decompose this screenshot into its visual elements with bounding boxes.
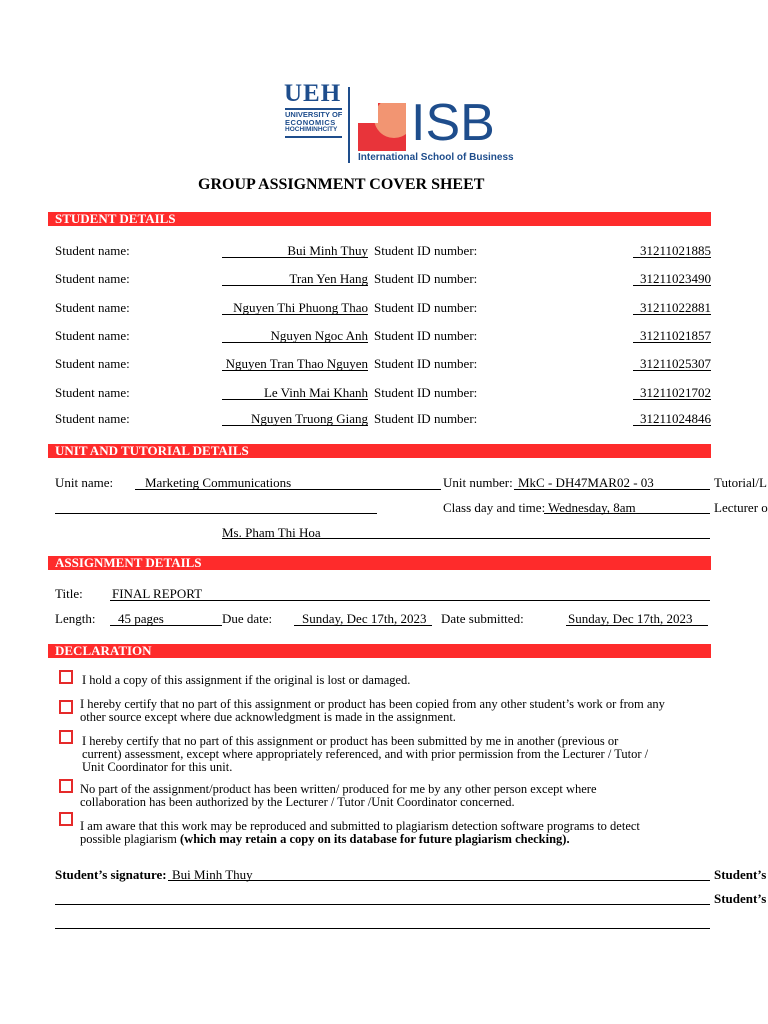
declaration-checkbox-1[interactable]	[59, 670, 73, 684]
date-submitted-value: Sunday, Dec 17th, 2023	[568, 611, 693, 626]
assignment-details-heading: ASSIGNMENT DETAILS	[55, 555, 202, 570]
student-id-value: 31211025307	[639, 356, 711, 371]
page-title: GROUP ASSIGNMENT COVER SHEET	[198, 176, 485, 193]
class-day-value: Wednesday, 8am	[548, 500, 636, 515]
student-name-value: Tran Yen Hang	[289, 271, 368, 286]
signature-line-1	[168, 880, 710, 881]
student-name-value: Bui Minh Thuy	[287, 243, 368, 258]
student-id-line	[633, 342, 711, 343]
student-name-line	[222, 370, 368, 371]
declaration-item-2	[80, 698, 665, 724]
ueh-abbr: UEH	[284, 80, 342, 107]
student-name-value: Nguyen Thi Phuong Thao	[233, 300, 368, 315]
declaration-item-4-line2: collaboration has been authorized by the Lecturer / Tutor /Unit Coordinator concerned.	[80, 795, 515, 809]
title-line	[110, 600, 710, 601]
unit-blank-line	[55, 513, 377, 514]
student-name-line	[222, 314, 368, 315]
declaration-checkbox-2[interactable]	[59, 700, 73, 714]
student-id-value: 31211023490	[639, 271, 711, 286]
class-day-label: Class day and time:	[443, 500, 546, 515]
lecturer-name: Ms. Pham Thi Hoa	[222, 525, 321, 540]
student-name-label: Student name:	[55, 300, 130, 315]
student-name-value: Le Vinh Mai Khanh	[263, 385, 368, 400]
declaration-item-1	[82, 674, 410, 687]
isb-logo-mark	[358, 103, 406, 151]
student-id-line	[633, 399, 711, 400]
student-name-value: Nguyen Ngoc Anh	[270, 328, 368, 343]
declaration-checkbox-3[interactable]	[59, 730, 73, 744]
declaration-header	[48, 644, 711, 658]
declaration-checkbox-5[interactable]	[59, 812, 73, 826]
title-value: FINAL REPORT	[112, 586, 203, 601]
unit-number-label: Unit number:	[443, 475, 513, 490]
length-line	[110, 625, 222, 626]
student-id-value: 31211021702	[639, 385, 711, 400]
student-id-line	[633, 257, 711, 258]
student-id-line	[633, 425, 711, 426]
lecturer-line	[222, 538, 710, 539]
student-name-value: Nguyen Tran Thao Nguyen	[225, 356, 368, 371]
isb-full-name: International School of Business	[358, 152, 514, 163]
declaration-item-3-line2: current) assessment, except where appropriately referenced, and with prior permission from the Lecturer / Tutor /	[82, 747, 649, 761]
student-name-label: Student name:	[55, 356, 130, 371]
ueh-underline-2	[285, 136, 342, 138]
declaration-item-4-line1: No part of the assignment/product has been written/ produced for me by any other person except where	[80, 782, 597, 796]
student-name-line	[222, 425, 368, 426]
student-name-label: Student name:	[55, 385, 130, 400]
ueh-logo	[284, 80, 346, 144]
student-name-line	[222, 342, 368, 343]
student-id-label: Student ID number:	[374, 356, 478, 371]
due-date-value: Sunday, Dec 17th, 2023	[302, 611, 427, 626]
student-details-header	[48, 212, 711, 226]
logo-divider	[348, 87, 350, 163]
student-id-line	[633, 370, 711, 371]
ueh-line1: UNIVERSITY OF	[285, 110, 343, 119]
ueh-line3: HOCHIMINHCITY	[285, 126, 338, 133]
title-label: Title:	[55, 586, 83, 601]
student-name-value: Nguyen Truong Giang	[250, 411, 368, 426]
student-name-label: Student name:	[55, 271, 130, 286]
isb-mark-icon	[358, 103, 406, 151]
isb-abbr: ISB	[411, 94, 495, 152]
lecturer-label: Lecturer o	[714, 500, 768, 515]
declaration-item-3-line1: I hereby certify that no part of this assignment or product has been submitted by me in another (previous or	[82, 734, 619, 748]
student-id-value: 31211021885	[639, 243, 711, 258]
student-id-value: 31211024846	[639, 411, 711, 426]
declaration-item-2-line2: other source except where due acknowledgment is made in the assignment.	[80, 710, 456, 724]
unit-name-line	[135, 489, 441, 490]
student-name-label: Student name:	[55, 243, 130, 258]
declaration-item-5-line2-bold: (which may retain a copy on its database for future plagiarism checking).	[180, 832, 570, 846]
declaration-item-5-line1: I am aware that this work may be reproduced and submitted to plagiarism detection software programs to detect	[80, 819, 640, 833]
student-id-value: 31211022881	[639, 300, 711, 315]
due-date-label: Due date:	[222, 611, 273, 626]
unit-name-value: Marketing Communications	[145, 475, 292, 490]
unit-details-heading: UNIT AND TUTORIAL DETAILS	[55, 443, 249, 458]
class-day-line	[544, 513, 710, 514]
unit-number-value: MkC - DH47MAR02 - 03	[518, 475, 654, 490]
declaration-item-3-line3: Unit Coordinator for this unit.	[82, 760, 233, 774]
tutorial-label: Tutorial/L	[714, 475, 767, 490]
student-id-line	[633, 285, 711, 286]
student-id-label: Student ID number:	[374, 328, 478, 343]
student-id-value: 31211021857	[639, 328, 711, 343]
student-details-heading: STUDENT DETAILS	[55, 211, 176, 226]
declaration-checkbox-4[interactable]	[59, 779, 73, 793]
declaration-item-5-line2-text: possible plagiarism	[80, 832, 177, 846]
student-id-label: Student ID number:	[374, 243, 478, 258]
student-id-label: Student ID number:	[374, 411, 478, 426]
date-submitted-line	[566, 625, 708, 626]
student-name-line	[222, 257, 368, 258]
declaration-item-3	[82, 735, 648, 774]
student-id-label: Student ID number:	[374, 300, 478, 315]
unit-details-header	[48, 444, 711, 458]
ueh-line2: ECONOMICS	[285, 118, 336, 127]
declaration-item-1-line1: I hold a copy of this assignment if the original is lost or damaged.	[82, 673, 411, 687]
student-name-line	[222, 285, 368, 286]
declaration-item-5	[80, 820, 640, 846]
assignment-details-header	[48, 556, 711, 570]
date-submitted-label: Date submitted:	[441, 611, 524, 626]
declaration-item-4	[80, 783, 597, 809]
due-date-line	[294, 625, 432, 626]
student-name-label: Student name:	[55, 328, 130, 343]
signature-right-label-1: Student’s	[714, 867, 767, 882]
student-name-label: Student name:	[55, 411, 130, 426]
length-label: Length:	[55, 611, 96, 626]
length-value: 45 pages	[118, 611, 164, 626]
signature-line-2	[55, 904, 710, 905]
signature-line-3	[55, 928, 710, 929]
unit-name-label: Unit name:	[55, 475, 114, 490]
declaration-item-5-line2	[80, 833, 640, 846]
student-name-line	[222, 399, 368, 400]
signature-right-label-2: Student’s	[714, 891, 767, 906]
declaration-item-2-line1: I hereby certify that no part of this assignment or product has been copied from any other student’s work or from any	[80, 697, 665, 711]
student-id-label: Student ID number:	[374, 385, 478, 400]
unit-number-line	[514, 489, 710, 490]
student-id-label: Student ID number:	[374, 271, 478, 286]
student-id-line	[633, 314, 711, 315]
declaration-heading: DECLARATION	[55, 643, 152, 658]
signature-label: Student’s signature:	[55, 867, 167, 882]
signature-value: Bui Minh Thuy	[172, 867, 253, 882]
